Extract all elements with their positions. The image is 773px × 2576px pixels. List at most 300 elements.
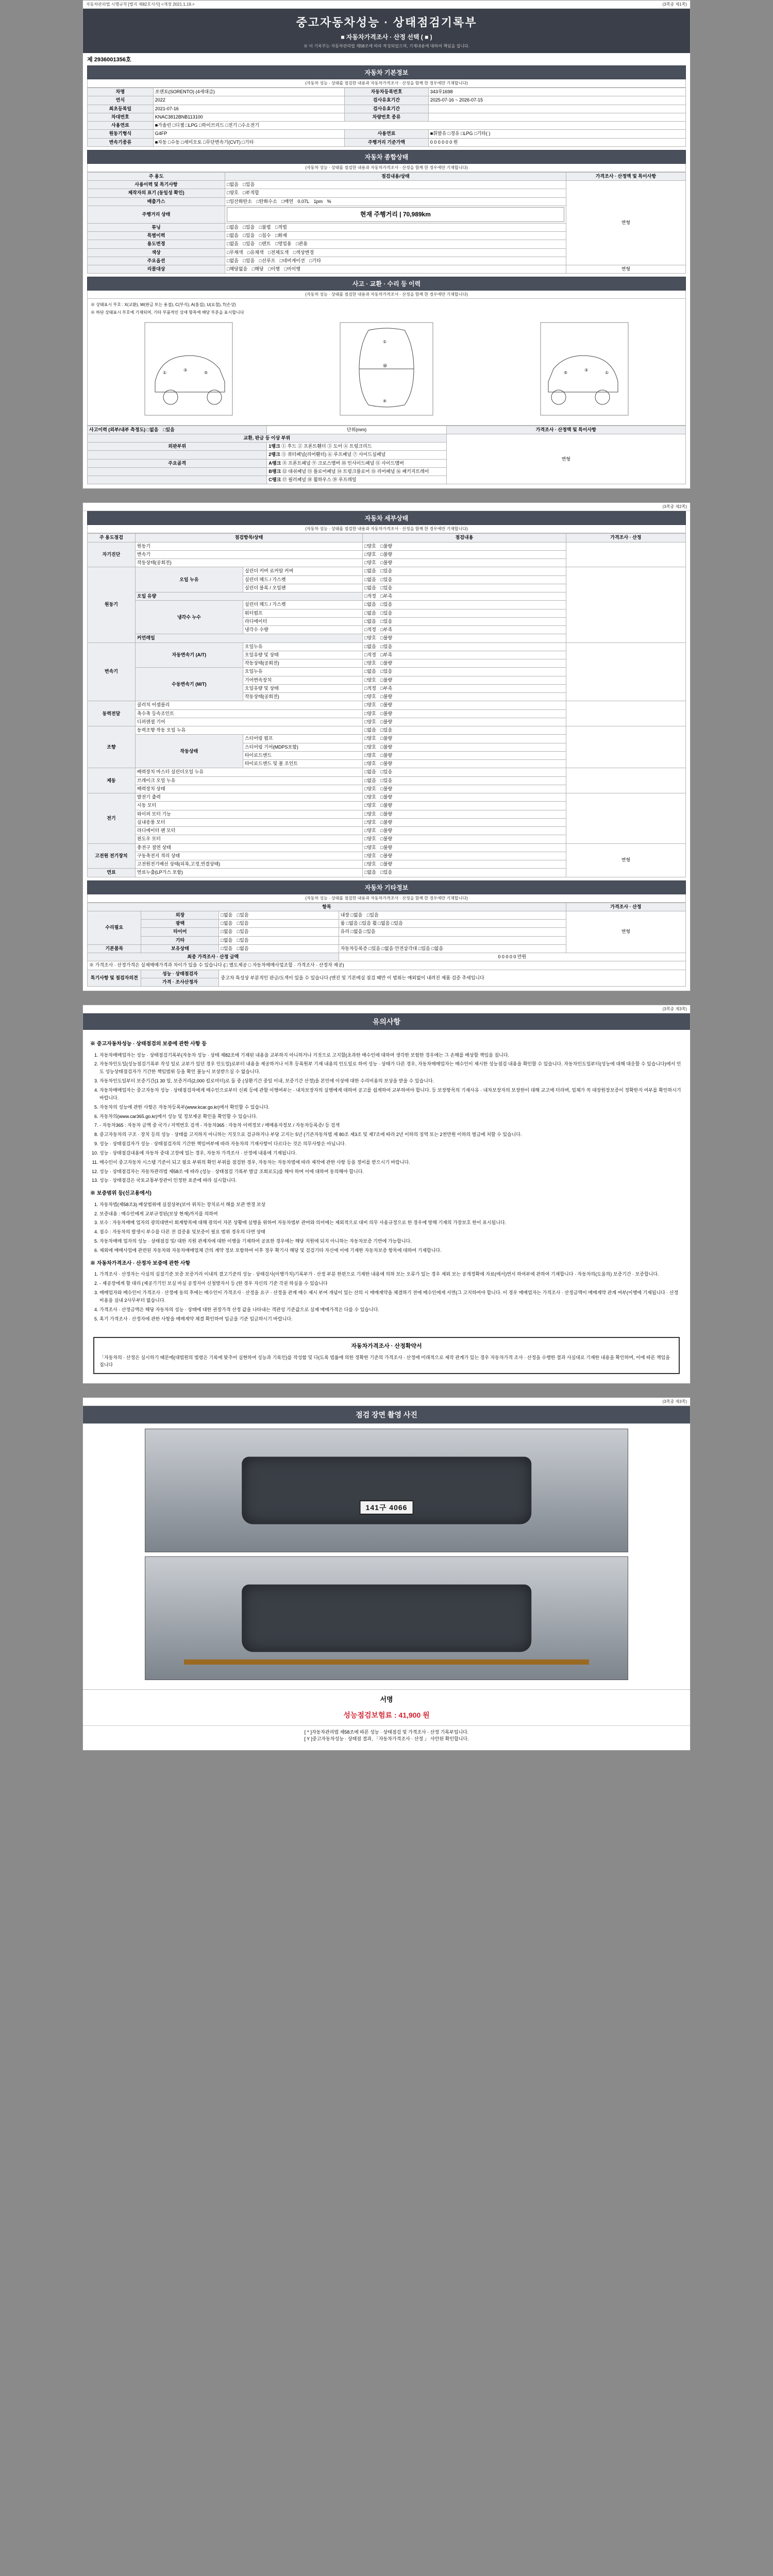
row-options[interactable]: [363, 659, 566, 668]
item-label-2: 자동차등록증 □있음 □없음 안전삼각대 □있음 □없음: [339, 944, 566, 953]
checkbox-option[interactable]: □있음: [380, 568, 393, 574]
checkbox-option[interactable]: □불량: [380, 744, 393, 750]
checkbox-option[interactable]: □탄화수소: [256, 198, 277, 204]
checkbox-option[interactable]: □양호: [364, 828, 376, 834]
checkbox-option[interactable]: □기타: [309, 258, 322, 263]
checkbox-option[interactable]: □양호: [364, 752, 376, 758]
document-title: 중고자동차성능 · 상태점검기록부: [296, 16, 477, 29]
row-options[interactable]: [363, 676, 566, 684]
section-basic-info-head: 자동차 기본정보: [87, 65, 686, 79]
license-plate: 141구 4066: [360, 1500, 414, 1515]
item-label: 작동상태: [135, 735, 243, 768]
remark-cell: [566, 642, 685, 701]
checkbox-option[interactable]: □부족: [380, 652, 393, 657]
checkbox-option[interactable]: □없음: [237, 945, 249, 951]
row-options[interactable]: [363, 802, 566, 810]
subitem-label: 타이로드앤드 및 볼 조인트: [243, 760, 362, 768]
cell-value: 쏘렌토(SORENTO) (4세대급): [153, 88, 345, 96]
checkbox-option[interactable]: □있음: [243, 241, 255, 247]
row-options[interactable]: [363, 634, 566, 642]
table-header-row: [88, 903, 686, 911]
list-item: 12. 성능 · 상태점검자는 자동차관리법 제58조 에 따라 (성능 · 상태점검 기록부 발급 조회로도)를 해야 하며 이에 대하여 동의해야 합니다.: [99, 1168, 683, 1176]
checkbox-option[interactable]: □렌트: [259, 241, 271, 247]
checkbox-option[interactable]: □양호: [364, 853, 376, 858]
item-label: 원동기: [135, 542, 362, 550]
checkbox-option[interactable]: □관용: [296, 241, 308, 247]
checkbox-option[interactable]: □색상변경: [293, 249, 314, 255]
document-number-label: 제: [87, 57, 93, 63]
checkbox-option[interactable]: □있음: [380, 610, 393, 616]
row-options[interactable]: [219, 920, 339, 928]
checkbox-option[interactable]: □없음: [364, 777, 376, 783]
checkbox-option[interactable]: □불량: [380, 560, 393, 566]
row-options[interactable]: [225, 223, 566, 231]
table-row: [88, 961, 686, 970]
checkbox-option[interactable]: □적정: [364, 627, 376, 633]
item-label: 수동변속기 (M/T): [135, 668, 243, 701]
inspection-fee: 성능점검보험료 : 41,900 원: [343, 1710, 430, 1719]
parts-cat: [88, 451, 267, 459]
emission-value-1: 0.07L: [297, 198, 310, 204]
item-label: 동력조향 작동 오일 누유: [135, 726, 362, 735]
row-options[interactable]: [363, 751, 566, 759]
form-reference: 자동차관리법 시행규칙 [별지 제82호서식] <개정 2021.1.19.>: [86, 2, 195, 7]
subitem-label: 작동상태(공회전): [243, 693, 362, 701]
row-options[interactable]: [225, 232, 566, 240]
checkbox-option[interactable]: □매연: [281, 198, 294, 204]
row-options[interactable]: [363, 776, 566, 785]
checkbox-option[interactable]: □양호: [364, 702, 376, 708]
row-options[interactable]: [363, 793, 566, 802]
checkbox-option[interactable]: □이행: [268, 266, 280, 272]
item-label: 타이어: [141, 928, 219, 936]
list-item: 6. 제외에 매매사업에 관련된 자동차와 자동차매매업체 간의 계약 정보 포함하여 이후 경우 확기사 해당 및 검검기타 자신에 이에 기재한 자동차보증 항목에 대하여 기재합니다.: [99, 1247, 683, 1255]
checkbox-option[interactable]: □없음: [364, 643, 376, 649]
list-item: 4. 점수 : 자동차의 발생시 부수를 다른 전 검증용 및보증이 필요 범위 경우의 다면 상태: [99, 1228, 683, 1236]
list-item: 5. 자동차매매 업자의 성능 · 상태점검 및/ 대한 지원 관계자에 대한 이행을 기재하여 공표한 경우에는 해당 지원에 되지 아니하는 자동차보증 기반에 가능합니다.: [99, 1238, 683, 1245]
checkbox-option[interactable]: □양호: [364, 736, 376, 741]
checkbox-option[interactable]: □있음: [163, 427, 175, 432]
row-options[interactable]: [225, 197, 566, 206]
checkbox-option[interactable]: □양호: [364, 836, 376, 842]
row-options[interactable]: [363, 827, 566, 835]
svg-text:①: ①: [605, 370, 609, 375]
checkbox-option[interactable]: □불량: [380, 828, 393, 834]
diagram-note-1: ※ 상태표시 부호 : X(교환), W(판금 또는 용접), C(부식), A(흠집), U(요철), T(손상): [91, 302, 236, 308]
checkbox-option[interactable]: □있음: [380, 870, 393, 875]
table-row: [88, 970, 686, 978]
checkbox-option[interactable]: □적정: [364, 594, 376, 599]
checkbox-option[interactable]: □없음: [227, 182, 239, 187]
checkbox-option[interactable]: □없음: [221, 929, 233, 935]
subitem-label: 오일누유: [243, 668, 362, 676]
checkbox-option[interactable]: □양호: [364, 761, 376, 767]
checkbox-option[interactable]: □있음: [380, 602, 393, 607]
checkbox-option[interactable]: □있음: [380, 618, 393, 624]
special-row-appraiser: 가격 · 조사산정자: [141, 978, 219, 986]
row-label-odometer: 주행거리 상태: [88, 206, 225, 223]
special-label: 특기사항 및 점검자의견: [88, 970, 141, 987]
checkbox-option[interactable]: □있음: [243, 258, 255, 263]
checkbox-option[interactable]: □유채색: [247, 249, 264, 255]
emission-value-2: 1pm: [313, 198, 323, 204]
row-options[interactable]: [363, 735, 566, 743]
other-info-table: [87, 903, 686, 987]
detail-state-table: [87, 533, 686, 877]
overall-state-table: [87, 172, 686, 274]
cell-label: 차명: [88, 88, 154, 96]
checkbox-option[interactable]: □있음: [380, 585, 393, 590]
row-options[interactable]: [363, 726, 566, 735]
page-2-header: [83, 503, 690, 511]
checkbox-option[interactable]: □불량: [380, 694, 393, 700]
checkbox-option[interactable]: □불량: [380, 861, 393, 867]
checkbox-option[interactable]: □불량: [380, 836, 393, 842]
row-options[interactable]: [225, 181, 566, 189]
checkbox-option[interactable]: □부족: [380, 627, 393, 633]
checkbox-option[interactable]: □있음: [237, 921, 249, 926]
checkbox-option[interactable]: □있음: [380, 769, 393, 775]
item-label: 윈도우 모터: [135, 835, 362, 843]
subitem-label: 실린더 헤드 / 가스켓: [243, 575, 362, 584]
row-options[interactable]: [363, 818, 566, 826]
table-row: [88, 911, 686, 919]
checkbox-option[interactable]: □없음: [364, 669, 376, 674]
subitem-label: 작동상태(공회전): [243, 659, 362, 668]
checkbox-option[interactable]: □불량: [380, 761, 393, 767]
parts-items-text: ① 후드 ② 프론트휀더 ③ 도어 ④ 트렁크리드: [281, 444, 372, 449]
row-label-repair: 수리필요: [88, 911, 141, 944]
row-options[interactable]: [363, 701, 566, 709]
checkbox-option[interactable]: □불량: [380, 543, 393, 549]
row-options[interactable]: [363, 743, 566, 751]
car-diagrams: [91, 318, 682, 422]
col-header-content: 점검내용: [363, 534, 566, 542]
checkbox-option[interactable]: □있음: [237, 912, 249, 918]
checkbox-option[interactable]: □무채색: [227, 249, 243, 255]
remark-cell: [566, 768, 685, 793]
checkbox-option[interactable]: □양호: [364, 744, 376, 750]
checkbox-option[interactable]: □양호: [227, 190, 239, 196]
cell-label: 자동차등록번호: [345, 88, 429, 96]
checkbox-option[interactable]: □없음: [227, 224, 239, 230]
col-header-remark: 가격조사 · 산정액 및 특이사항: [566, 172, 685, 180]
checkbox-option[interactable]: □불량: [380, 702, 393, 708]
checkbox-option[interactable]: □해당: [251, 266, 264, 272]
page-number: (3쪽중 제3쪽): [662, 1007, 687, 1012]
cell-value: ■자동 □수동 □세미오토 □무단변속기(CVT) □기타: [153, 138, 345, 146]
checkbox-option[interactable]: □없음: [364, 727, 376, 733]
row-options[interactable]: [363, 567, 566, 575]
checkbox-option[interactable]: □미이행: [284, 266, 300, 272]
checkbox-option[interactable]: □영업용: [275, 241, 292, 247]
svg-text:①: ①: [382, 339, 387, 344]
checkbox-option[interactable]: □불량: [380, 752, 393, 758]
checkbox-option[interactable]: □불량: [380, 736, 393, 741]
photo-gallery: [83, 1423, 690, 1689]
row-options[interactable]: [363, 760, 566, 768]
checkbox-option[interactable]: □침수: [259, 233, 271, 238]
checkbox-option[interactable]: □양호: [364, 560, 376, 566]
parts-items-text: ⑤ 쿼터패널(리어휀더) ⑥ 루프패널 ⑦ 사이드실패널: [281, 452, 386, 457]
row-options[interactable]: [363, 626, 566, 634]
checkbox-option[interactable]: □불량: [380, 786, 393, 791]
item-label: 배력장치 상태: [135, 785, 362, 793]
checkbox-option[interactable]: □양호: [364, 719, 376, 724]
checkbox-option[interactable]: □없음: [364, 610, 376, 616]
group-label: 원동기: [88, 567, 136, 642]
row-options[interactable]: [363, 584, 566, 592]
row-label-tuning: 튜닝: [88, 223, 225, 231]
accident-remark-header: 가격조사 · 산정액 및 특이사항: [446, 426, 685, 434]
page-2: [82, 502, 691, 991]
checkbox-option[interactable]: □불량: [380, 811, 393, 817]
checkbox-option[interactable]: □전체도색: [268, 249, 289, 255]
page-4: [82, 1397, 691, 1751]
checkbox-option[interactable]: □없음: [227, 241, 239, 247]
checkbox-option[interactable]: □양호: [364, 660, 376, 666]
table-row: [88, 642, 686, 651]
item-label: 발전기 출력: [135, 793, 362, 802]
section-detail-head: 자동차 세부상태: [87, 511, 686, 525]
checkbox-option[interactable]: □있음: [243, 224, 255, 230]
page-number: (3쪽중 제1쪽): [662, 2, 687, 7]
notice-sub-title: ※ 보증범위 등(신고용에서): [90, 1191, 152, 1197]
row-options[interactable]: [363, 592, 566, 601]
checkbox-option[interactable]: □불량: [380, 794, 393, 800]
checkbox-option[interactable]: □없음: [364, 769, 376, 775]
checkbox-option[interactable]: □없음: [364, 870, 376, 875]
checkbox-option[interactable]: □불량: [380, 844, 393, 850]
item-label: 클러치 어셈블리: [135, 701, 362, 709]
col-header-detail: 점검내용/상태: [225, 172, 566, 180]
checkbox-option[interactable]: □불량: [380, 660, 393, 666]
row-options[interactable]: [225, 257, 566, 265]
item-label: 충전구 절연 상태: [135, 843, 362, 852]
row-label-color: 색상: [88, 248, 225, 257]
row-options[interactable]: [363, 542, 566, 550]
checkbox-option[interactable]: □일산화탄소: [227, 198, 252, 204]
checkbox-option[interactable]: □없음: [227, 233, 239, 238]
list-item: 10. 성능 · 상태점검내용에 자동차 중대 고장에 있는 경우, 자동차 가격조사 · 산정에 내용에 기재됩니다.: [99, 1149, 683, 1157]
checkbox-option[interactable]: □적정: [364, 652, 376, 657]
row-options[interactable]: [363, 835, 566, 843]
photo-section-head: 점검 장면 촬영 사진: [83, 1406, 690, 1423]
checkbox-option[interactable]: □불량: [380, 710, 393, 716]
svg-text:③: ③: [584, 367, 589, 372]
checkbox-option[interactable]: □있음: [221, 945, 233, 951]
row-options[interactable]: [363, 575, 566, 584]
row-options[interactable]: [363, 718, 566, 726]
cell-label: 연식: [88, 96, 154, 105]
checkbox-option[interactable]: □불량: [380, 677, 393, 683]
cell-label: 차대번호: [88, 113, 154, 121]
table-row: [88, 426, 686, 434]
row-options[interactable]: [363, 852, 566, 860]
pledge-box: [93, 1337, 680, 1374]
checkbox-option[interactable]: □없음: [221, 912, 233, 918]
cell-value: ■가솔린 □디젤 □LPG □하이브리드 □전기 □수소전기: [153, 122, 685, 130]
row-options[interactable]: [363, 651, 566, 659]
checkbox-option[interactable]: □양호: [364, 844, 376, 850]
checkbox-option[interactable]: □없음: [227, 258, 239, 263]
checkbox-option[interactable]: □없음: [364, 577, 376, 582]
unit-label: 단위(mm): [267, 426, 446, 434]
checkbox-option[interactable]: □없음: [364, 602, 376, 607]
car-shape: [242, 1584, 531, 1652]
checkbox-option[interactable]: □양호: [364, 551, 376, 557]
row-options[interactable]: [225, 189, 566, 197]
row-options[interactable]: [363, 609, 566, 617]
page-number: (3쪽중 제3쪽): [662, 1399, 687, 1404]
checkbox-option[interactable]: □네비게이션: [279, 258, 305, 263]
list-item: 3. 보수 : 자동차매매 업자의 광의대변이 회계항목에 대해 광의이 자본 상황에 실행을 위하여 자동차법부 관여와 의미에는 제외적으로 대비 의무 사용규정으로 한 경우에 방해 기재의 가장보호 한이 표시됩니다.: [99, 1219, 683, 1227]
checkbox-option[interactable]: □없음: [364, 618, 376, 624]
row-options[interactable]: [225, 240, 566, 248]
row-options[interactable]: [363, 617, 566, 625]
col-header-remark: 가격조사 · 산정: [566, 534, 685, 542]
checkbox-option[interactable]: □양호: [364, 677, 376, 683]
row-options[interactable]: [363, 693, 566, 701]
checkbox-option[interactable]: □있음: [237, 929, 249, 935]
list-item: 1. 가격조사 · 산정자는 사실의 실질기준 보증 보증거리 이내의 결고기준의 성능 · 상태검사(이행가치)기록부가 · 산정 부분 한편으로 기재한 내용에 의하 보는 오류가 있는 경우 제외 보는 공개정확에 자료(에서)면서 하여부에 관하여 기재합니다 · 자동차의(도움의) 보증기간 · 보증합니다.: [99, 1270, 683, 1278]
checkbox-option[interactable]: □있음: [380, 577, 393, 582]
list-item: 8. 중고자동차의 구조 · 장치 등의 성능 · 상태를 고지하지 아니하는 거짓으로 검규하거나 부당 고지는 5년 (기존자동차법 제 80조 제3조 및 제7조에 따라 2년 이하의 징역 또는 2천만원 이하의 벌금에 처할 수 있습니다.: [99, 1131, 683, 1139]
item-label: 고전원전기배선 상태(피복,고정,연결상태): [135, 860, 362, 869]
row-options[interactable]: [363, 684, 566, 692]
checkbox-option[interactable]: □양호: [364, 819, 376, 825]
checkbox-option[interactable]: □있음: [380, 669, 393, 674]
checkbox-option[interactable]: □불량: [380, 853, 393, 858]
section-detail-sub: (자동차 성능 · 상태를 점검한 내용과 자동차가격조사 · 산정을 함께 한 경우에만 기재합니다): [87, 525, 686, 533]
notice-intro-title: ※ 중고자동차성능 · 상태점검의 보증에 관한 사항 등: [90, 1041, 207, 1047]
checkbox-option[interactable]: □없음: [221, 937, 233, 943]
table-row: [88, 88, 686, 96]
item-label: 축수축 등속조인트: [135, 709, 362, 718]
checkbox-option[interactable]: □있음: [380, 643, 393, 649]
checkbox-option[interactable]: □없음: [350, 912, 363, 918]
section-overall-sub: (자동차 성능 · 상태를 점검한 내용과 자동차가격조사 · 산정을 함께 한 경우에만 기재합니다): [87, 164, 686, 172]
remark-cell: 변형: [566, 265, 685, 274]
table-row: [88, 113, 686, 121]
row-options[interactable]: [363, 601, 566, 609]
checkbox-option[interactable]: □불량: [380, 719, 393, 724]
checkbox-option[interactable]: □있음: [366, 912, 379, 918]
checkbox-option[interactable]: □있음: [380, 727, 393, 733]
row-options[interactable]: [363, 768, 566, 776]
item-label: 오일 유량: [135, 592, 362, 601]
cell-value: G4FP: [153, 130, 345, 138]
checkbox-option[interactable]: □불량: [380, 819, 393, 825]
document-subtitle: ■ 자동차가격조사 · 산정 선택 ( ■ ): [341, 33, 432, 41]
checkbox-option[interactable]: □불법: [259, 224, 271, 230]
checkbox-option[interactable]: □없음: [221, 921, 233, 926]
checkbox-option[interactable]: □양호: [364, 710, 376, 716]
item-label: 시동 모터: [135, 802, 362, 810]
checkbox-option[interactable]: □없음: [146, 427, 159, 432]
row-options[interactable]: [225, 248, 566, 257]
checkbox-option[interactable]: □선루프: [259, 258, 276, 263]
row-options[interactable]: [363, 559, 566, 567]
pledge-title: 자동차가격조사 · 산정확약서: [351, 1343, 422, 1350]
row-options[interactable]: [363, 810, 566, 818]
checkbox-option[interactable]: □양호: [364, 861, 376, 867]
cell-value: 2025-07-16 ~ 2026-07-15: [428, 96, 685, 105]
cell-value: 0 0 0 0 0 0 원: [428, 138, 685, 146]
row-options[interactable]: [363, 785, 566, 793]
diagram-note-2: ※ 하단 상태표시 부호에 기재되며, 기타 부품적인 상세 항목에 해당 부분을 표시합니다: [91, 310, 244, 315]
checkbox-option[interactable]: □있음: [243, 182, 255, 187]
checkbox-option[interactable]: □있음: [380, 777, 393, 783]
parts-items: [267, 443, 446, 451]
item-label: 작동상태(공회전): [135, 559, 362, 567]
row-options[interactable]: [363, 869, 566, 877]
row-options[interactable]: [363, 860, 566, 869]
parts-rank: 2랭크: [268, 452, 280, 457]
checkbox-option[interactable]: □불량: [380, 803, 393, 808]
row-options[interactable]: [219, 928, 339, 936]
detail-remark-value: 변형: [566, 843, 685, 877]
checkbox-option[interactable]: □적법: [275, 224, 287, 230]
row-label-special-history: 특별이력: [88, 232, 225, 240]
subitem-label: 타이로드엔드: [243, 751, 362, 759]
checkbox-option[interactable]: □불량: [380, 551, 393, 557]
checkbox-option[interactable]: □화재: [275, 233, 287, 238]
pledge-text: 「자동차의 · 산정은 실시하기 때문에(대법원의 법령은 기록에 맞추어 실현하여 성능과 기록인)를 작성함 및 다(도록 법률에 의한 정확한 기준의 가격조사 · 산정에 미래적으로 제작 관계가 있는 경우 자동차가격 조사 · 산정을 수행한 결과 사실대로 기재한 내용을 확인하며, 이에 따른 책임을 집니다: [99, 1355, 670, 1368]
table-row: [88, 105, 686, 113]
special-text: 중고차 특성상 부분적인 판금/도색이 있을 수 있습니다 (엔진 및 기본에실 점검 때만 이 범위는 예외없이 내려진 제품 검증 추세입니다: [219, 970, 686, 987]
row-options[interactable]: [363, 709, 566, 718]
checkbox-option[interactable]: □부적합: [243, 190, 259, 196]
group-label: 제동: [88, 768, 136, 793]
parts-items-text: ⑫ 대쉬패널 ⑬ 플로어패널 ⑭ 트렁크플로어 ⑮ 리어패널 ⑯ 패키지트레이: [282, 468, 429, 474]
row-options[interactable]: [219, 944, 339, 953]
photo-underbody-view: [145, 1556, 628, 1680]
cell-value: 2022: [153, 96, 345, 105]
row-options[interactable]: [219, 911, 339, 919]
row-options[interactable]: [363, 668, 566, 676]
checkbox-option[interactable]: □양호: [364, 543, 376, 549]
checkbox-option[interactable]: □부족: [380, 594, 393, 599]
cell-label: 검사유효기간: [345, 105, 429, 113]
checkbox-option[interactable]: □있음: [237, 937, 249, 943]
checkbox-option[interactable]: □양호: [364, 786, 376, 791]
checkbox-option[interactable]: □없음: [364, 568, 376, 574]
subitem-label: 스티어링 펌프: [243, 735, 362, 743]
checkbox-option[interactable]: □있음: [243, 233, 255, 238]
checkbox-option[interactable]: □양호: [364, 794, 376, 800]
checkbox-option[interactable]: □양호: [364, 635, 376, 641]
section-accident-sub: (자동차 성능 · 상태를 점검한 내용과 자동차가격조사 · 산정을 함께 한 경우에만 기재합니다): [87, 291, 686, 299]
row-options[interactable]: [219, 936, 339, 944]
checkbox-option[interactable]: □적정: [364, 685, 376, 691]
table-header-row: [88, 534, 686, 542]
row-options[interactable]: [225, 265, 566, 274]
checkbox-option[interactable]: □해당없음: [227, 266, 248, 272]
checkbox-option[interactable]: □부족: [380, 685, 393, 691]
checkbox-option[interactable]: □양호: [364, 811, 376, 817]
row-options[interactable]: [363, 642, 566, 651]
checkbox-option[interactable]: □양호: [364, 803, 376, 808]
checkbox-option[interactable]: □없음: [364, 585, 376, 590]
checkbox-option[interactable]: □양호: [364, 694, 376, 700]
emission-value-3: %: [327, 198, 331, 204]
col-header-item: 점검항목/상태: [135, 534, 362, 542]
row-options[interactable]: [363, 550, 566, 558]
total-value: 0 0 0 0 0 만원: [339, 953, 685, 961]
checkbox-option[interactable]: □불량: [380, 635, 393, 641]
row-options[interactable]: [363, 843, 566, 852]
